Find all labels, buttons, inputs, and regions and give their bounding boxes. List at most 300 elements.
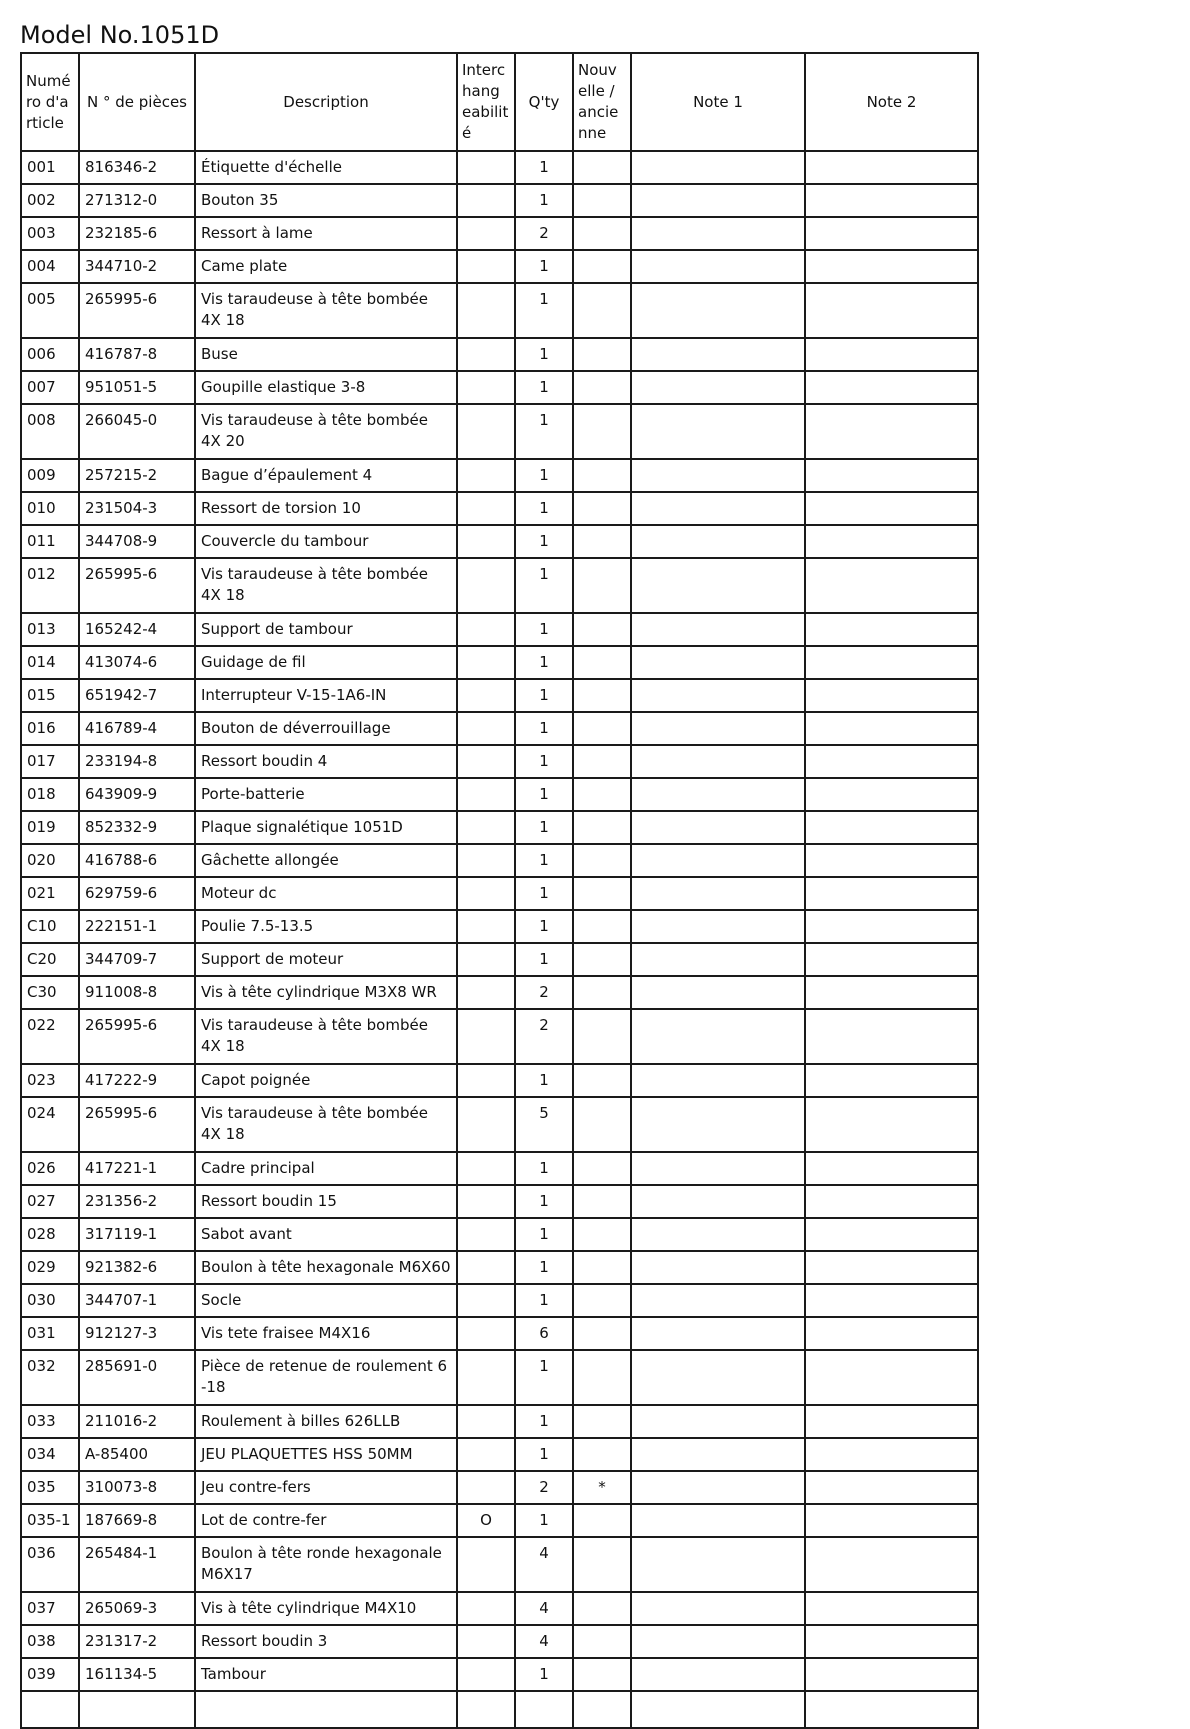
cell-part-no: 265069-3 xyxy=(79,1592,195,1625)
cell-description: Bouton de déverrouillage xyxy=(195,712,457,745)
cell-description: Cadre principal xyxy=(195,1152,457,1185)
parts-table-body xyxy=(21,151,978,1728)
cell-interchangeability xyxy=(457,250,515,283)
cell-new-old xyxy=(573,1658,631,1691)
cell-new-old xyxy=(573,679,631,712)
cell-new-old xyxy=(573,184,631,217)
cell-new-old xyxy=(573,338,631,371)
cell-description: Vis tete fraisee M4X16 xyxy=(195,1317,457,1350)
cell-note-1 xyxy=(631,910,805,943)
cell-part-no: 317119-1 xyxy=(79,1218,195,1251)
cell-description: Socle xyxy=(195,1284,457,1317)
cell-item-no: 023 xyxy=(21,1064,79,1097)
page-title: Model No.1051D xyxy=(20,21,220,49)
cell-qty: 1 xyxy=(515,811,573,844)
cell-interchangeability xyxy=(457,877,515,910)
cell-new-old xyxy=(573,1350,631,1405)
cell-item-no: 006 xyxy=(21,338,79,371)
cell-part-no: 651942-7 xyxy=(79,679,195,712)
cell-qty: 1 xyxy=(515,1504,573,1537)
cell-note-1 xyxy=(631,745,805,778)
cell-note-2 xyxy=(805,558,978,613)
cell-description: Ressort de torsion 10 xyxy=(195,492,457,525)
cell-description: JEU PLAQUETTES HSS 50MM xyxy=(195,1438,457,1471)
cell-interchangeability xyxy=(457,1009,515,1064)
cell-qty: 1 xyxy=(515,1064,573,1097)
cell-item-no: 013 xyxy=(21,613,79,646)
cell-note-1 xyxy=(631,1064,805,1097)
cell-note-1 xyxy=(631,151,805,184)
header-note-1: Note 1 xyxy=(631,53,805,151)
cell-note-2 xyxy=(805,1009,978,1064)
cell-note-2 xyxy=(805,338,978,371)
header-new-old: Nouv elle / ancie nne xyxy=(573,53,631,151)
cell-item-no: 028 xyxy=(21,1218,79,1251)
cell-part-no: 257215-2 xyxy=(79,459,195,492)
table-row xyxy=(21,525,978,558)
cell-new-old xyxy=(573,976,631,1009)
table-row xyxy=(21,371,978,404)
cell-qty: 1 xyxy=(515,778,573,811)
cell-note-2 xyxy=(805,1152,978,1185)
cell-part-no: 233194-8 xyxy=(79,745,195,778)
cell-part-no: 344707-1 xyxy=(79,1284,195,1317)
cell-qty: 5 xyxy=(515,1097,573,1152)
cell-description: Poulie 7.5-13.5 xyxy=(195,910,457,943)
header-row xyxy=(21,53,978,151)
cell-new-old xyxy=(573,492,631,525)
cell-item-no: 029 xyxy=(21,1251,79,1284)
cell-note-2 xyxy=(805,646,978,679)
cell-note-1 xyxy=(631,1185,805,1218)
cell-interchangeability xyxy=(457,1658,515,1691)
cell-description: Vis taraudeuse à tête bombée 4X 18 xyxy=(195,1009,457,1064)
cell-item-no: 038 xyxy=(21,1625,79,1658)
cell-description: Vis à tête cylindrique M4X10 xyxy=(195,1592,457,1625)
header-note-2: Note 2 xyxy=(805,53,978,151)
cell-part-no: 222151-1 xyxy=(79,910,195,943)
cell-note-1 xyxy=(631,1658,805,1691)
table-row xyxy=(21,910,978,943)
cell-qty: 1 xyxy=(515,613,573,646)
cell-item-no: 003 xyxy=(21,217,79,250)
cell-note-1 xyxy=(631,976,805,1009)
cell-description: Boulon à tête hexagonale M6X60 xyxy=(195,1251,457,1284)
cell-interchangeability xyxy=(457,1438,515,1471)
cell-interchangeability xyxy=(457,1405,515,1438)
cell-note-2 xyxy=(805,1592,978,1625)
cell-qty: 1 xyxy=(515,1284,573,1317)
cell-note-2 xyxy=(805,184,978,217)
cell-part-no: 816346-2 xyxy=(79,151,195,184)
cell-description: Vis taraudeuse à tête bombée 4X 18 xyxy=(195,283,457,338)
table-row xyxy=(21,1317,978,1350)
cell-item-no: 001 xyxy=(21,151,79,184)
cell-part-no: 416788-6 xyxy=(79,844,195,877)
cell-description: Bague d’épaulement 4 xyxy=(195,459,457,492)
empty-cell xyxy=(457,1691,515,1728)
table-row xyxy=(21,1504,978,1537)
cell-qty: 2 xyxy=(515,217,573,250)
cell-part-no: 417221-1 xyxy=(79,1152,195,1185)
cell-interchangeability xyxy=(457,844,515,877)
table-row xyxy=(21,712,978,745)
cell-item-no: 011 xyxy=(21,525,79,558)
cell-interchangeability xyxy=(457,712,515,745)
header-interchangeability: Interc hang eabilit é xyxy=(457,53,515,151)
cell-part-no: 344708-9 xyxy=(79,525,195,558)
cell-interchangeability xyxy=(457,1537,515,1592)
cell-item-no: 012 xyxy=(21,558,79,613)
cell-item-no: 002 xyxy=(21,184,79,217)
cell-part-no: 232185-6 xyxy=(79,217,195,250)
cell-note-2 xyxy=(805,459,978,492)
table-row xyxy=(21,250,978,283)
cell-new-old xyxy=(573,1218,631,1251)
cell-note-2 xyxy=(805,910,978,943)
cell-description: Sabot avant xyxy=(195,1218,457,1251)
cell-part-no: 417222-9 xyxy=(79,1064,195,1097)
table-row xyxy=(21,151,978,184)
cell-part-no: 165242-4 xyxy=(79,613,195,646)
cell-item-no: 007 xyxy=(21,371,79,404)
cell-new-old xyxy=(573,558,631,613)
cell-description: Vis à tête cylindrique M3X8 WR xyxy=(195,976,457,1009)
cell-item-no: 035 xyxy=(21,1471,79,1504)
cell-interchangeability xyxy=(457,558,515,613)
cell-interchangeability xyxy=(457,1251,515,1284)
cell-qty: 1 xyxy=(515,1658,573,1691)
cell-note-1 xyxy=(631,404,805,459)
cell-item-no: 004 xyxy=(21,250,79,283)
cell-part-no: 416787-8 xyxy=(79,338,195,371)
cell-qty: 1 xyxy=(515,745,573,778)
cell-description: Buse xyxy=(195,338,457,371)
cell-interchangeability xyxy=(457,1471,515,1504)
cell-description: Vis taraudeuse à tête bombée 4X 18 xyxy=(195,1097,457,1152)
cell-interchangeability xyxy=(457,1284,515,1317)
cell-description: Jeu contre-fers xyxy=(195,1471,457,1504)
cell-note-1 xyxy=(631,1251,805,1284)
cell-description: Plaque signalétique 1051D xyxy=(195,811,457,844)
cell-new-old xyxy=(573,217,631,250)
cell-interchangeability xyxy=(457,1625,515,1658)
cell-item-no: 024 xyxy=(21,1097,79,1152)
empty-cell xyxy=(79,1691,195,1728)
cell-interchangeability xyxy=(457,1317,515,1350)
cell-note-1 xyxy=(631,712,805,745)
cell-part-no: 344710-2 xyxy=(79,250,195,283)
table-row xyxy=(21,1218,978,1251)
cell-description: Porte-batterie xyxy=(195,778,457,811)
cell-note-2 xyxy=(805,1350,978,1405)
cell-description: Goupille elastique 3-8 xyxy=(195,371,457,404)
cell-item-no: 016 xyxy=(21,712,79,745)
cell-interchangeability xyxy=(457,778,515,811)
cell-description: Ressort boudin 3 xyxy=(195,1625,457,1658)
cell-interchangeability xyxy=(457,910,515,943)
cell-part-no: 285691-0 xyxy=(79,1350,195,1405)
cell-note-1 xyxy=(631,1317,805,1350)
cell-note-1 xyxy=(631,811,805,844)
cell-new-old xyxy=(573,151,631,184)
cell-part-no: A-85400 xyxy=(79,1438,195,1471)
table-row xyxy=(21,778,978,811)
cell-new-old xyxy=(573,844,631,877)
cell-interchangeability xyxy=(457,1152,515,1185)
cell-item-no: 018 xyxy=(21,778,79,811)
parts-table xyxy=(20,52,979,1729)
cell-note-2 xyxy=(805,877,978,910)
cell-item-no: 017 xyxy=(21,745,79,778)
cell-interchangeability xyxy=(457,151,515,184)
table-row xyxy=(21,217,978,250)
cell-interchangeability xyxy=(457,459,515,492)
cell-item-no: C10 xyxy=(21,910,79,943)
cell-qty: 1 xyxy=(515,338,573,371)
table-row xyxy=(21,1537,978,1592)
cell-note-1 xyxy=(631,492,805,525)
cell-note-2 xyxy=(805,217,978,250)
cell-qty: 1 xyxy=(515,404,573,459)
cell-note-2 xyxy=(805,371,978,404)
cell-interchangeability xyxy=(457,184,515,217)
cell-note-1 xyxy=(631,1350,805,1405)
cell-note-2 xyxy=(805,844,978,877)
cell-part-no: 265995-6 xyxy=(79,558,195,613)
cell-item-no: 009 xyxy=(21,459,79,492)
cell-qty: 1 xyxy=(515,679,573,712)
cell-description: Guidage de fil xyxy=(195,646,457,679)
cell-item-no: 031 xyxy=(21,1317,79,1350)
cell-part-no: 211016-2 xyxy=(79,1405,195,1438)
cell-qty: 2 xyxy=(515,976,573,1009)
cell-note-2 xyxy=(805,1537,978,1592)
table-row xyxy=(21,877,978,910)
cell-note-2 xyxy=(805,250,978,283)
cell-interchangeability xyxy=(457,1218,515,1251)
cell-item-no: 005 xyxy=(21,283,79,338)
cell-part-no: 911008-8 xyxy=(79,976,195,1009)
cell-part-no: 921382-6 xyxy=(79,1251,195,1284)
cell-interchangeability xyxy=(457,745,515,778)
cell-item-no: 037 xyxy=(21,1592,79,1625)
cell-new-old xyxy=(573,459,631,492)
cell-new-old xyxy=(573,1537,631,1592)
cell-qty: 4 xyxy=(515,1625,573,1658)
empty-cell xyxy=(805,1691,978,1728)
table-row xyxy=(21,844,978,877)
cell-note-1 xyxy=(631,217,805,250)
cell-item-no: 027 xyxy=(21,1185,79,1218)
cell-description: Roulement à billes 626LLB xyxy=(195,1405,457,1438)
cell-part-no: 265995-6 xyxy=(79,1009,195,1064)
cell-description: Ressort boudin 4 xyxy=(195,745,457,778)
table-row xyxy=(21,811,978,844)
cell-item-no: 034 xyxy=(21,1438,79,1471)
cell-item-no: 030 xyxy=(21,1284,79,1317)
table-row xyxy=(21,459,978,492)
cell-note-1 xyxy=(631,459,805,492)
cell-description: Moteur dc xyxy=(195,877,457,910)
table-row xyxy=(21,679,978,712)
cell-item-no: 020 xyxy=(21,844,79,877)
cell-qty: 1 xyxy=(515,1152,573,1185)
cell-part-no: 951051-5 xyxy=(79,371,195,404)
table-row xyxy=(21,558,978,613)
cell-note-1 xyxy=(631,1097,805,1152)
table-row xyxy=(21,1284,978,1317)
table-row xyxy=(21,184,978,217)
cell-new-old xyxy=(573,1317,631,1350)
cell-part-no: 231356-2 xyxy=(79,1185,195,1218)
cell-note-1 xyxy=(631,558,805,613)
cell-item-no: 014 xyxy=(21,646,79,679)
cell-description: Capot poignée xyxy=(195,1064,457,1097)
table-row xyxy=(21,1009,978,1064)
cell-interchangeability xyxy=(457,338,515,371)
cell-note-1 xyxy=(631,283,805,338)
cell-part-no: 643909-9 xyxy=(79,778,195,811)
cell-description: Gâchette allongée xyxy=(195,844,457,877)
cell-interchangeability xyxy=(457,404,515,459)
cell-interchangeability xyxy=(457,283,515,338)
cell-item-no: 015 xyxy=(21,679,79,712)
cell-note-1 xyxy=(631,1405,805,1438)
cell-description: Ressort à lame xyxy=(195,217,457,250)
cell-note-2 xyxy=(805,283,978,338)
cell-note-1 xyxy=(631,1471,805,1504)
cell-note-1 xyxy=(631,250,805,283)
cell-note-1 xyxy=(631,1592,805,1625)
cell-part-no: 344709-7 xyxy=(79,943,195,976)
cell-part-no: 413074-6 xyxy=(79,646,195,679)
cell-description: Support de moteur xyxy=(195,943,457,976)
cell-new-old: * xyxy=(573,1471,631,1504)
cell-interchangeability xyxy=(457,976,515,1009)
cell-interchangeability xyxy=(457,679,515,712)
table-row xyxy=(21,646,978,679)
cell-description: Pièce de retenue de roulement 6 -18 xyxy=(195,1350,457,1405)
cell-note-2 xyxy=(805,1317,978,1350)
cell-description: Came plate xyxy=(195,250,457,283)
table-row xyxy=(21,1251,978,1284)
cell-qty: 1 xyxy=(515,250,573,283)
cell-new-old xyxy=(573,404,631,459)
cell-new-old xyxy=(573,778,631,811)
cell-part-no: 416789-4 xyxy=(79,712,195,745)
cell-interchangeability xyxy=(457,811,515,844)
cell-item-no: 036 xyxy=(21,1537,79,1592)
cell-note-1 xyxy=(631,646,805,679)
cell-new-old xyxy=(573,943,631,976)
table-row xyxy=(21,338,978,371)
cell-new-old xyxy=(573,1009,631,1064)
cell-description: Lot de contre-fer xyxy=(195,1504,457,1537)
cell-note-2 xyxy=(805,1658,978,1691)
header-qty: Q'ty xyxy=(515,53,573,151)
cell-qty: 1 xyxy=(515,151,573,184)
cell-note-2 xyxy=(805,679,978,712)
cell-new-old xyxy=(573,283,631,338)
cell-description: Couvercle du tambour xyxy=(195,525,457,558)
cell-note-2 xyxy=(805,1405,978,1438)
cell-new-old xyxy=(573,1438,631,1471)
cell-note-2 xyxy=(805,1185,978,1218)
cell-item-no: 022 xyxy=(21,1009,79,1064)
table-row xyxy=(21,1064,978,1097)
cell-item-no: 032 xyxy=(21,1350,79,1405)
cell-note-1 xyxy=(631,1152,805,1185)
table-row xyxy=(21,492,978,525)
cell-new-old xyxy=(573,1504,631,1537)
table-row xyxy=(21,1405,978,1438)
cell-note-2 xyxy=(805,976,978,1009)
cell-note-2 xyxy=(805,1504,978,1537)
cell-qty: 1 xyxy=(515,844,573,877)
cell-interchangeability xyxy=(457,646,515,679)
table-row xyxy=(21,613,978,646)
cell-note-2 xyxy=(805,1625,978,1658)
cell-new-old xyxy=(573,811,631,844)
cell-description: Boulon à tête ronde hexagonale M6X17 xyxy=(195,1537,457,1592)
cell-part-no: 161134-5 xyxy=(79,1658,195,1691)
cell-qty: 1 xyxy=(515,910,573,943)
cell-interchangeability xyxy=(457,1097,515,1152)
header-part-no: N ° de pièces xyxy=(79,53,195,151)
cell-part-no: 310073-8 xyxy=(79,1471,195,1504)
cell-part-no: 265995-6 xyxy=(79,1097,195,1152)
cell-qty: 1 xyxy=(515,1405,573,1438)
cell-item-no: 019 xyxy=(21,811,79,844)
cell-note-1 xyxy=(631,778,805,811)
empty-cell xyxy=(631,1691,805,1728)
cell-qty: 1 xyxy=(515,283,573,338)
cell-note-1 xyxy=(631,844,805,877)
table-row xyxy=(21,283,978,338)
table-row xyxy=(21,1350,978,1405)
cell-note-1 xyxy=(631,679,805,712)
cell-new-old xyxy=(573,1152,631,1185)
cell-qty: 1 xyxy=(515,1218,573,1251)
header-description: Description xyxy=(195,53,457,151)
cell-part-no: 265995-6 xyxy=(79,283,195,338)
cell-qty: 1 xyxy=(515,459,573,492)
cell-item-no: 010 xyxy=(21,492,79,525)
cell-note-2 xyxy=(805,404,978,459)
cell-new-old xyxy=(573,646,631,679)
cell-interchangeability xyxy=(457,1064,515,1097)
cell-item-no: 026 xyxy=(21,1152,79,1185)
cell-note-2 xyxy=(805,712,978,745)
cell-note-1 xyxy=(631,877,805,910)
cell-new-old xyxy=(573,371,631,404)
cell-qty: 1 xyxy=(515,1438,573,1471)
empty-cell xyxy=(573,1691,631,1728)
cell-part-no: 187669-8 xyxy=(79,1504,195,1537)
table-row xyxy=(21,404,978,459)
cell-interchangeability xyxy=(457,943,515,976)
cell-note-1 xyxy=(631,1009,805,1064)
cell-qty: 1 xyxy=(515,712,573,745)
cell-new-old xyxy=(573,1097,631,1152)
cell-note-1 xyxy=(631,371,805,404)
cell-description: Bouton 35 xyxy=(195,184,457,217)
cell-interchangeability xyxy=(457,525,515,558)
cell-qty: 1 xyxy=(515,877,573,910)
cell-new-old xyxy=(573,877,631,910)
cell-qty: 1 xyxy=(515,1251,573,1284)
